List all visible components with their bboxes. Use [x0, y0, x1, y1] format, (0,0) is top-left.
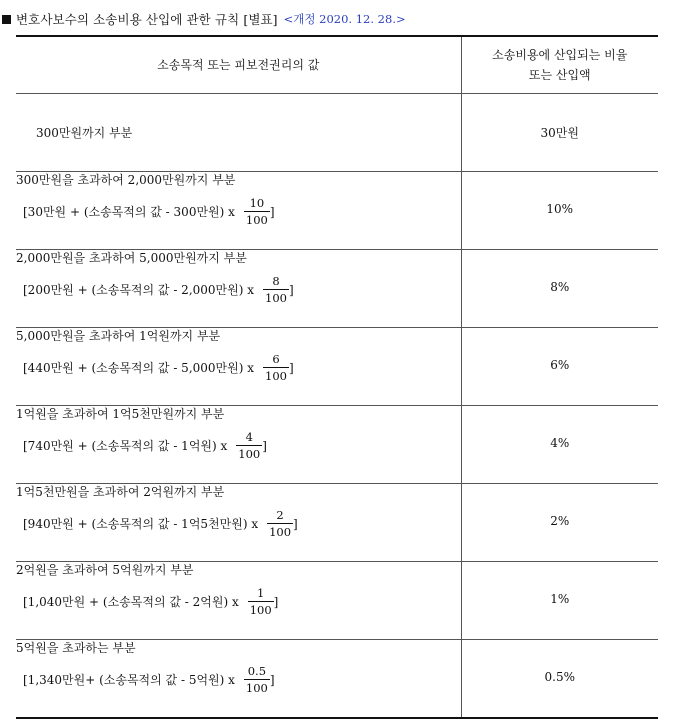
table-row	[16, 94, 658, 172]
table-row	[16, 562, 658, 640]
range-text: 1억5천만원을 초과하여 2억원까지 부분	[16, 485, 225, 499]
rate-cell: 0.5%	[461, 640, 658, 718]
rate-cell: 2%	[461, 484, 658, 562]
rate-cell: 6%	[461, 328, 658, 406]
formula-text: [1,040만원 + (소송목적의 값 - 2억원) x	[23, 594, 239, 609]
formula-text: [740만원 + (소송목적의 값 - 1억원) x	[23, 438, 228, 453]
table-row	[16, 250, 658, 328]
range-cell	[16, 406, 461, 484]
rate-cell: 1%	[461, 562, 658, 640]
fee-table	[16, 35, 658, 719]
fraction-numerator: 6	[272, 352, 280, 366]
rate-cell: 4%	[461, 406, 658, 484]
range-text: 5,000만원을 초과하여 1억원까지 부분	[16, 329, 221, 343]
formula-text: [200만원 + (소송목적의 값 - 2,000만원) x	[23, 282, 254, 297]
fraction-numerator: 1	[257, 586, 265, 600]
range-cell	[16, 484, 461, 562]
formula	[16, 664, 461, 695]
formula-text: [440만원 + (소송목적의 값 - 5,000만원) x	[23, 360, 254, 375]
table-row	[16, 328, 658, 406]
formula-close-bracket: ]	[288, 360, 294, 375]
range-text: 1억원을 초과하여 1억5천만원까지 부분	[16, 407, 225, 421]
fraction-numerator: 4	[245, 430, 253, 444]
range-cell	[16, 172, 461, 250]
formula-close-bracket: ]	[269, 672, 275, 687]
formula	[16, 430, 461, 461]
table-row	[16, 406, 658, 484]
document-heading	[2, 10, 406, 28]
header-value-basis: 소송목적 또는 피보전권리의 값	[16, 36, 461, 94]
formula	[16, 352, 461, 383]
fraction-numerator: 8	[272, 274, 280, 288]
square-bullet-icon	[2, 15, 11, 24]
formula-close-bracket: ]	[288, 282, 294, 297]
range-cell	[16, 562, 461, 640]
table-row	[16, 484, 658, 562]
formula	[16, 508, 461, 539]
rate-cell: 8%	[461, 250, 658, 328]
formula	[16, 274, 461, 305]
table-row	[16, 640, 658, 718]
fraction	[263, 352, 289, 383]
formula	[16, 196, 461, 227]
range-text: 300만원까지 부분	[36, 125, 133, 140]
fraction	[263, 274, 289, 305]
formula	[16, 586, 461, 617]
fraction-denominator: 100	[238, 447, 261, 461]
fraction-numerator: 10	[249, 196, 265, 210]
fraction-denominator: 100	[269, 525, 292, 539]
formula-close-bracket: ]	[273, 594, 279, 609]
table-header-row	[16, 36, 658, 94]
range-cell	[16, 94, 461, 172]
range-text: 5억원을 초과하는 부분	[16, 641, 136, 655]
rate-cell: 10%	[461, 172, 658, 250]
range-cell	[16, 640, 461, 718]
formula-close-bracket: ]	[262, 438, 267, 453]
formula-close-bracket: ]	[269, 204, 275, 219]
range-cell	[16, 328, 461, 406]
fraction	[248, 586, 274, 617]
table-row	[16, 172, 658, 250]
formula-close-bracket: ]	[293, 516, 298, 531]
amendment-note: <개정 2020. 12. 28.>	[283, 12, 406, 26]
fraction-denominator: 100	[245, 681, 268, 695]
range-text: 2억원을 초과하여 5억원까지 부분	[16, 563, 194, 577]
regulation-title: 변호사보수의 소송비용 산입에 관한 규칙 [별표]	[16, 12, 278, 27]
fraction	[244, 664, 270, 695]
fraction-numerator: 2	[276, 508, 284, 522]
formula-text: [30만원 + (소송목적의 값 - 300만원) x	[23, 204, 235, 219]
formula-text: [940만원 + (소송목적의 값 - 1억5천만원) x	[23, 516, 259, 531]
fraction	[267, 508, 293, 539]
fraction	[244, 196, 270, 227]
header-rate	[461, 36, 658, 94]
fraction-numerator: 0.5	[247, 664, 267, 678]
fraction-denominator: 100	[249, 603, 272, 617]
range-text: 300만원을 초과하여 2,000만원까지 부분	[16, 173, 236, 187]
rate-cell: 30만원	[461, 94, 658, 172]
fraction-denominator: 100	[265, 369, 287, 383]
fraction	[236, 430, 262, 461]
formula-text: [1,340만원+ (소송목적의 값 - 5억원) x	[23, 672, 235, 687]
fraction-denominator: 100	[265, 291, 287, 305]
fraction-denominator: 100	[245, 213, 268, 227]
range-cell	[16, 250, 461, 328]
range-text: 2,000만원을 초과하여 5,000만원까지 부분	[16, 251, 247, 265]
header-rate-text: 소송비용에 산입되는 비율 또는 산입액	[492, 48, 628, 82]
